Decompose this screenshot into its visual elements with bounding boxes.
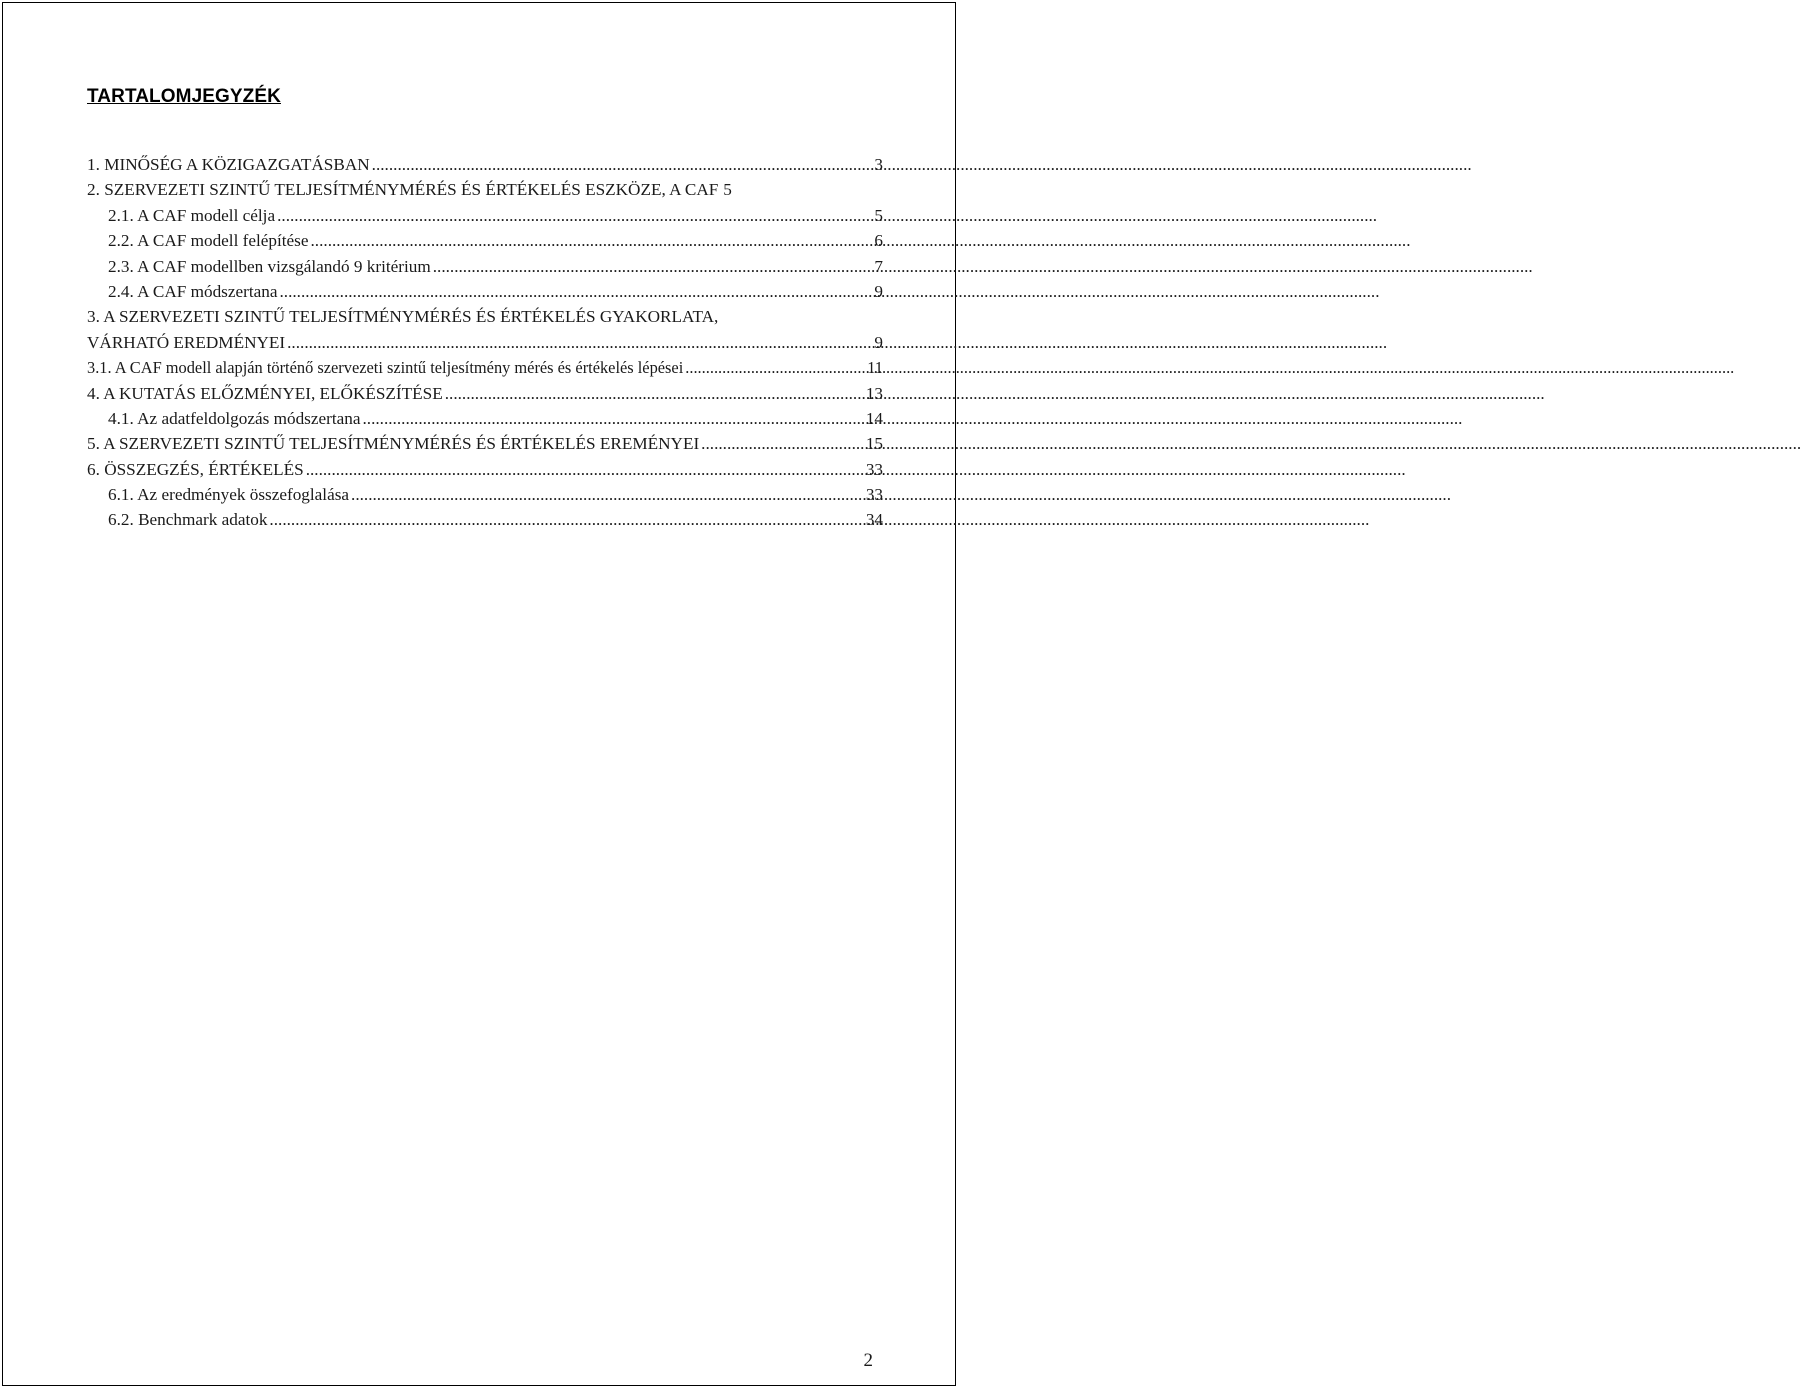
- toc-leader-dots: [349, 482, 866, 507]
- toc-entry-text: 2.2. A CAF modell felépítése: [108, 231, 309, 251]
- toc-entry-page: 13: [865, 383, 883, 403]
- toc-entry-text: 6.2. Benchmark adatok: [108, 510, 268, 530]
- toc-entry-page: 5: [723, 180, 732, 200]
- toc-entry-2-1[interactable]: [87, 203, 883, 228]
- toc-entry-page: 11: [867, 358, 883, 378]
- toc-leader-dots: [443, 381, 866, 406]
- toc-entry-3[interactable]: [87, 304, 883, 355]
- toc-leader-dots: [699, 431, 866, 456]
- toc-entry-text-continued: VÁRHATÓ EREDMÉNYEI: [87, 332, 286, 352]
- toc-entry-2-3[interactable]: [87, 254, 883, 279]
- toc-entry-text: 2.1. A CAF modell célja: [108, 205, 276, 225]
- toc-leader-dots: [275, 203, 874, 228]
- table-of-contents: [87, 152, 883, 533]
- toc-entry-text: 2.4. A CAF módszertana: [108, 281, 278, 301]
- toc-entry-6[interactable]: [87, 457, 883, 482]
- toc-leader-dots: [309, 228, 875, 253]
- toc-entry-6-2[interactable]: [87, 507, 883, 532]
- toc-leader-dots: [277, 279, 874, 304]
- toc-entry-page: 34: [865, 510, 883, 530]
- toc-entry-page: 3: [874, 155, 883, 174]
- toc-entry-page: 7: [874, 256, 883, 276]
- toc-entry-6-1[interactable]: [87, 482, 883, 507]
- toc-leader-dots: [431, 254, 875, 279]
- toc-entry-4[interactable]: [87, 381, 883, 406]
- toc-entry-page: 33: [865, 485, 883, 505]
- toc-entry-2-4[interactable]: [87, 279, 883, 304]
- toc-entry-text: 5. A SZERVEZETI SZINTŰ TELJESÍTMÉNYMÉRÉS ÉS ÉRTÉKELÉS EREMÉNYEI: [87, 434, 700, 454]
- toc-entry-1[interactable]: [87, 152, 883, 177]
- toc-entry-page: 6: [874, 231, 883, 251]
- toc-entry-page: 9: [874, 332, 883, 352]
- toc-leader-dots: [370, 152, 875, 177]
- toc-entry-page: 14: [865, 408, 883, 428]
- toc-entry-page: 9: [874, 281, 883, 301]
- document-page: [2, 2, 956, 1386]
- toc-title: TARTALOMJEGYZÉK: [87, 86, 281, 107]
- toc-entry-page: 33: [865, 459, 883, 479]
- toc-entry-3-1[interactable]: [87, 355, 883, 380]
- toc-leader-dots: [683, 355, 867, 380]
- toc-entry-text: 4. A KUTATÁS ELŐZMÉNYEI, ELŐKÉSZÍTÉSE: [87, 383, 443, 403]
- toc-leader-dots: [304, 457, 866, 482]
- toc-entry-5[interactable]: [87, 431, 883, 456]
- toc-entry-page: 5: [874, 205, 883, 225]
- toc-leader-dots: [360, 406, 865, 431]
- toc-entry-text: 3.1. A CAF modell alapján történő szervezeti szintű teljesítmény mérés és értékelés lépései: [87, 358, 684, 378]
- toc-entry-4-1[interactable]: [87, 406, 883, 431]
- toc-entry-text: 2. SZERVEZETI SZINTŰ TELJESÍTMÉNYMÉRÉS ÉS ÉRTÉKELÉS ESZKÖZE, A CAF: [87, 180, 719, 200]
- toc-entry-page: 15: [865, 434, 883, 454]
- toc-leader-dots: [267, 507, 865, 532]
- toc-entry-2[interactable]: [87, 177, 883, 202]
- toc-entry-text: 3. A SZERVEZETI SZINTŰ TELJESÍTMÉNYMÉRÉS ÉS ÉRTÉKELÉS GYAKORLATA,: [87, 307, 719, 327]
- toc-entry-2-2[interactable]: [87, 228, 883, 253]
- toc-entry-text: 2.3. A CAF modellben vizsgálandó 9 kritérium: [108, 256, 431, 276]
- toc-entry-text: 6.1. Az eredmények összefoglalása: [108, 485, 350, 505]
- toc-leader-dots: [285, 330, 874, 355]
- page-number: 2: [863, 1350, 873, 1371]
- toc-entry-text: 6. ÖSSZEGZÉS, ÉRTÉKELÉS: [87, 459, 304, 479]
- toc-entry-text: 1. MINŐSÉG A KÖZIGAZGATÁSBAN: [87, 155, 370, 174]
- toc-entry-text: 4.1. Az adatfeldolgozás módszertana: [108, 408, 361, 428]
